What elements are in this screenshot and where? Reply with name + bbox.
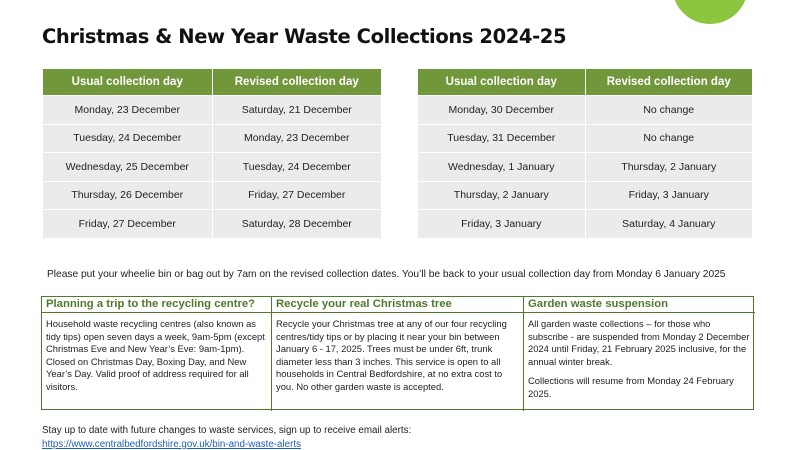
- garden-waste-text: [524, 313, 755, 411]
- usual-day-cell: Wednesday, 25 December: [43, 153, 213, 182]
- page-title: Christmas & New Year Waste Collections 2024-25: [42, 25, 567, 48]
- table-row: [43, 124, 382, 153]
- usual-day-cell: Friday, 27 December: [43, 210, 213, 239]
- usual-day-cell: Monday, 23 December: [43, 96, 213, 125]
- usual-day-cell: Tuesday, 31 December: [418, 124, 586, 153]
- email-alerts-link[interactable]: https://www.centralbedfordshire.gov.uk/bin-and-waste-alerts: [42, 439, 302, 450]
- table-row: [418, 96, 753, 125]
- table-row: [43, 181, 382, 210]
- revised-day-cell: Monday, 23 December: [212, 124, 382, 153]
- revised-day-cell: Saturday, 4 January: [585, 210, 753, 239]
- recycling-centre-paragraph: Household waste recycling centres (also known as tidy tips) open seven days a week, 9am-5pm (except Christmas Eve and New Year’s Eve: 9am-1pm). Closed on Christmas Day, Boxing Day, and New Year’s Day. Valid proof of address required for all visitors.: [46, 318, 265, 392]
- recycling-centre-heading: Planning a trip to the recycling centre?: [42, 297, 272, 313]
- decorative-green-circle: [672, 0, 748, 24]
- email-alerts-prompt: Stay up to date with future changes to waste services, sign up to receive email alerts:: [42, 425, 412, 436]
- garden-waste-paragraph: All garden waste collections – for those who subscribe - are suspended from Monday 2 December 2024 until Friday, 21 February 2025 inclusive, for the annual winter break.: [528, 318, 750, 367]
- christmas-tree-heading: Recycle your real Christmas tree: [272, 297, 524, 313]
- table-row: [418, 210, 753, 239]
- usual-day-cell: Friday, 3 January: [418, 210, 586, 239]
- collection-table-december: [42, 68, 382, 239]
- revised-day-cell: Saturday, 28 December: [212, 210, 382, 239]
- revised-day-cell: Friday, 27 December: [212, 181, 382, 210]
- table-row: [43, 153, 382, 182]
- usual-day-cell: Monday, 30 December: [418, 96, 586, 125]
- usual-day-cell: Wednesday, 1 January: [418, 153, 586, 182]
- table-row: [43, 210, 382, 239]
- table-row: [418, 153, 753, 182]
- revised-day-cell: Tuesday, 24 December: [212, 153, 382, 182]
- table-row: [418, 124, 753, 153]
- usual-day-cell: Thursday, 26 December: [43, 181, 213, 210]
- christmas-tree-paragraph: Recycle your Christmas tree at any of our four recycling centres/tidy tips or by placing it near your bin between January 6 - 17, 2025. Trees must be under 6ft, trunk diameter less than 3 inches. This service is open to all households in Central Bedfordshire, at no extra cost to you. No other garden waste is accepted.: [276, 318, 507, 392]
- header-usual-collection-day: Usual collection day: [43, 69, 213, 96]
- usual-day-cell: Tuesday, 24 December: [43, 124, 213, 153]
- bin-out-notice: Please put your wheelie bin or bag out by 7am on the revised collection dates. You’ll be back to your usual collection day from Monday 6 January 2025: [47, 269, 726, 280]
- recycling-centre-text: [42, 313, 272, 411]
- garden-waste-heading: Garden waste suspension: [524, 297, 755, 313]
- header-usual-collection-day: Usual collection day: [418, 69, 586, 96]
- collection-table-january: [417, 68, 753, 239]
- info-boxes: [41, 296, 754, 410]
- revised-day-cell: No change: [585, 96, 753, 125]
- christmas-tree-text: [272, 313, 524, 411]
- usual-day-cell: Thursday, 2 January: [418, 181, 586, 210]
- garden-waste-resume-paragraph: Collections will resume from Monday 24 February 2025.: [528, 375, 734, 399]
- revised-day-cell: No change: [585, 124, 753, 153]
- header-revised-collection-day: Revised collection day: [585, 69, 753, 96]
- revised-day-cell: Friday, 3 January: [585, 181, 753, 210]
- revised-day-cell: Thursday, 2 January: [585, 153, 753, 182]
- header-revised-collection-day: Revised collection day: [212, 69, 382, 96]
- table-row: [418, 181, 753, 210]
- revised-day-cell: Saturday, 21 December: [212, 96, 382, 125]
- table-row: [43, 96, 382, 125]
